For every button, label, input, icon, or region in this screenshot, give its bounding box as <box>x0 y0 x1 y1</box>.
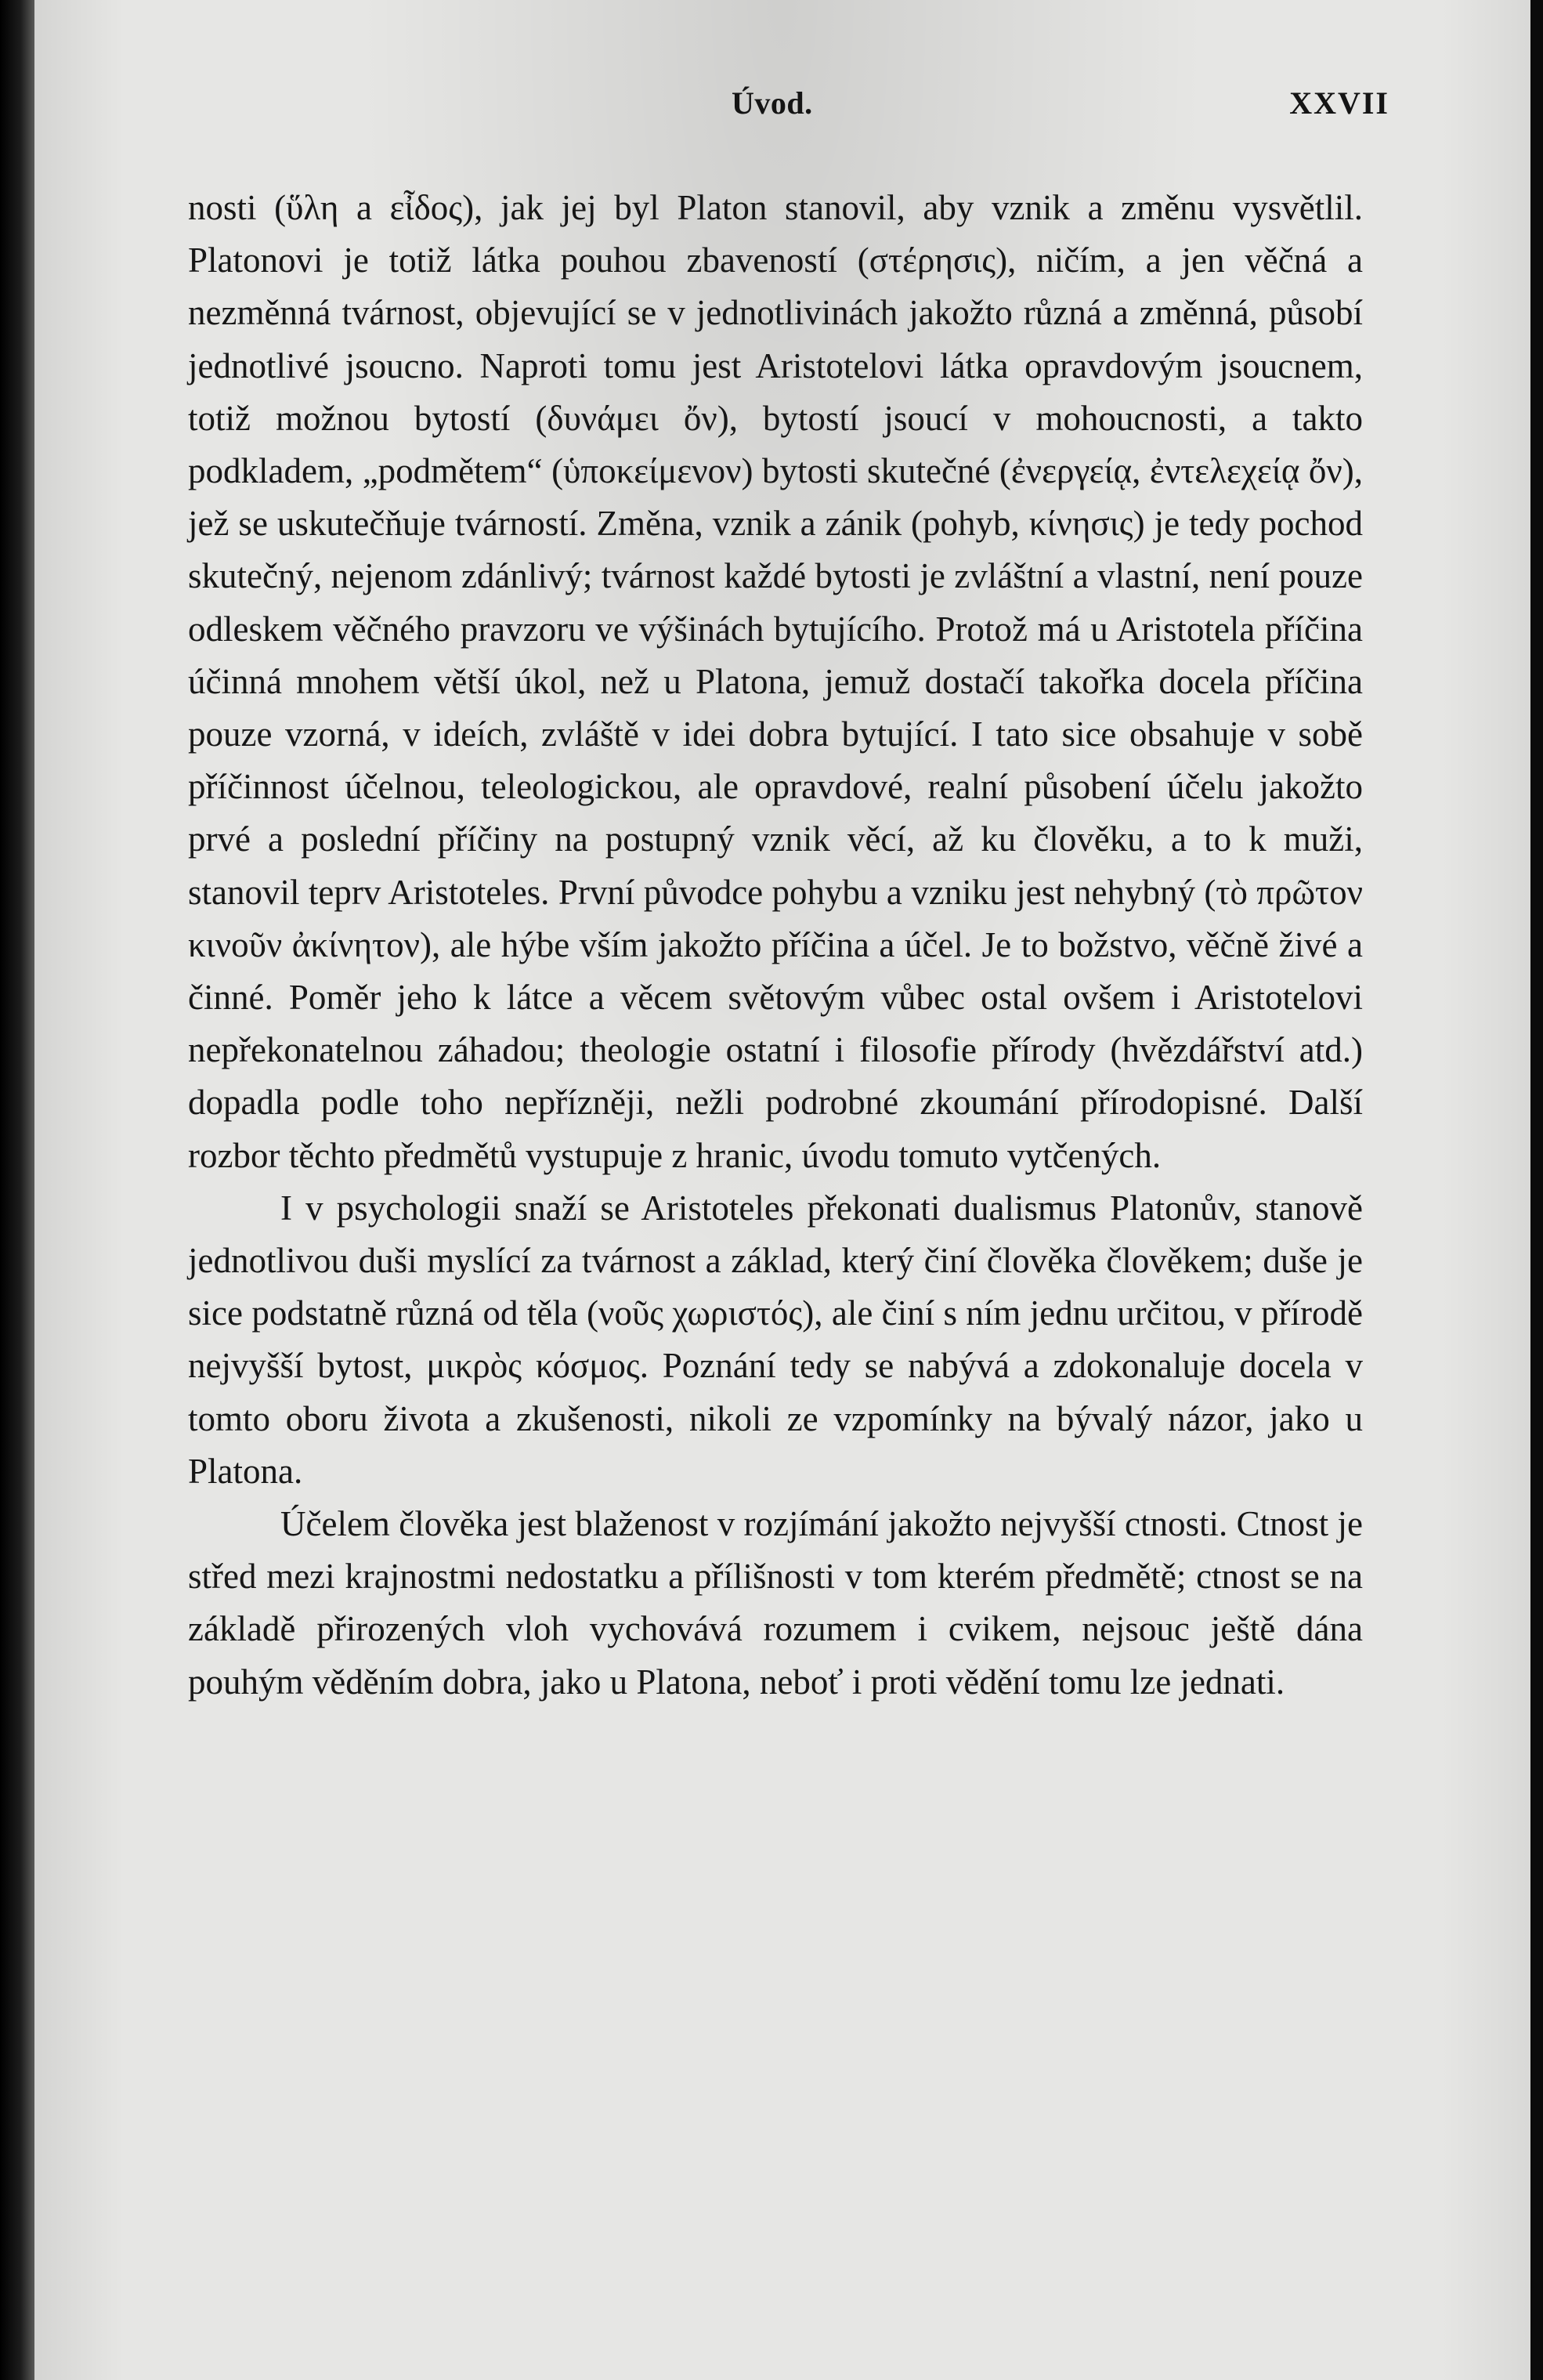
running-title: Úvod. <box>732 85 813 121</box>
paragraph-2: I v psychologii snaží se Aristoteles překonati dualismus Platonův, stanově jednotlivou duši myslící za tvárnost a základ, který činí člověka člověkem; duše je sice podstatně různá od těla (νοῦς χωριστός), ale činí s ním jednu určitou, v přírodě nejvyšší bytost, μικρὸς κόσμος. Poznání tedy se nabývá a zdokonaluje docela v tomto oboru života a zkušenosti, nikoli ze vzpomínky na bývalý názor, jako u Platona. <box>188 1188 1363 1491</box>
page-header <box>34 85 1530 132</box>
page-number: XXVII <box>1289 85 1389 121</box>
scan-dark-edge <box>0 0 34 2380</box>
paragraph-1: nosti (ὕλη a εἶδος), jak jej byl Platon stanovil, aby vznik a změnu vysvětlil. Platonovi je totiž látka pouhou zbaveností (στέρησις), ničím, a jen věčná a nezměnná tvárnost, objevující se v jednotlivinách jakožto různá a změnná, působí jednotlivé jsoucno. Naproti tomu jest Aristotelovi látka opravdovým jsoucnem, totiž možnou bytostí (δυνάμει ὄν), bytostí jsoucí v mohoucnosti, a takto podkladem, „podmětem“ (ὑποκείμενον) bytosti skutečné (ἐνεργείᾳ, ἐντελεχείᾳ ὄν), jež se uskutečňuje tvárností. Změna, vznik a zánik (pohyb, κίνησις) je tedy pochod skutečný, nejenom zdánlivý; tvárnost každé bytosti je zvláštní a vlastní, není pouze odleskem věčného pravzoru ve výšinách bytujícího. Protož má u Aristotela příčina účinná mnohem větší úkol, než u Platona, jemuž dostačí takořka docela příčina pouze vzorná, v ideích, zvláště v idei dobra bytující. I tato sice obsahuje v sobě příčinnost účelnou, teleologickou, ale opravdové, realní působení účelu jakožto prvé a poslední příčiny na postupný vznik věcí, až ku člověku, a to k muži, stanovil teprv Aristoteles. První původce pohybu a vzniku jest nehybný (τὸ πρῶτον κινοῦν ἀκίνητον), ale hýbe vším jakožto příčina a účel. Je to božstvo, věčně živé a činné. Poměr jeho k látce a věcem světovým vůbec ostal ovšem i Aristotelovi nepřekonatelnou záhadou; theologie ostatní i filosofie přírody (hvězdářství atd.) dopadla podle toho nepřízněji, nežli podrobné zkoumání přírodopisné. Další rozbor těchto předmětů vystupuje z hranic, úvodu tomuto vytčených. <box>188 188 1363 1175</box>
paragraph-3: Účelem člověka jest blaženost v rozjímání jakožto nejvyšší ctnosti. Ctnost je střed mezi krajnostmi nedostatku a přílišnosti v tom kterém předmětě; ctnost se na základě přirozených vloh vychovává rozumem i cvikem, nejsouc ještě dána pouhým věděním dobra, jako u Platona, neboť i proti vědění tomu lze jednati. <box>188 1504 1363 1702</box>
body-text <box>188 182 1363 1709</box>
